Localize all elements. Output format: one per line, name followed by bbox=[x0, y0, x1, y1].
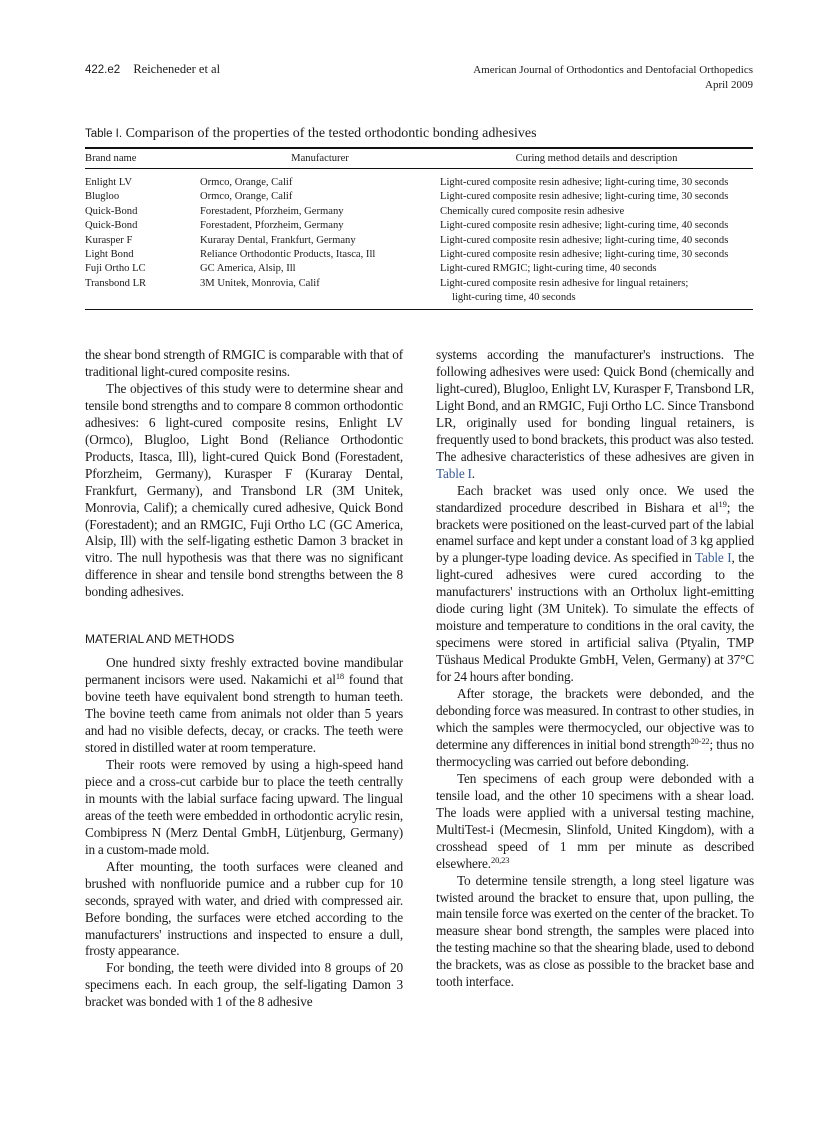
table-cell: Transbond LR bbox=[85, 277, 147, 289]
paragraph bbox=[436, 686, 754, 771]
table-cell: Fuji Ortho LC bbox=[85, 263, 146, 275]
table-cell: 3M Unitek, Monrovia, Calif bbox=[200, 277, 320, 289]
table-cell: Enlight LV bbox=[85, 177, 132, 188]
left-text-column bbox=[85, 347, 403, 1011]
paragraph-text: found that bovine teeth have equivalent bond strength to human teeth. The bovine teeth came from animals not older than 5 years and had no visible defects, decay, or cracks. The teeth were stored in distilled water at room temperature. bbox=[85, 672, 403, 756]
citation-superscript: 19 bbox=[718, 498, 727, 509]
paragraph-text: systems according the manufacturer's instructions. The following adhesives were used: Quick Bond (chemically and light-cured), Blugloo, Enlight LV, Kurasper F, Transbond LR, Light Bond, and an RMGIC, Fuji Ortho LC. Since Transbond LR, originally used for bonding lingual retainers, is frequently used to bond brackets, this product was also tested. The adhesive characteristics of these adhesives are given in bbox=[436, 347, 754, 464]
paragraph bbox=[436, 873, 754, 992]
citation-superscript: 20-22 bbox=[690, 735, 710, 746]
column-header: Manufacturer bbox=[291, 153, 349, 164]
table-cell: GC America, Alsip, Ill bbox=[200, 263, 296, 275]
paragraph-text: The objectives of this study were to determine shear and tensile bond strengths and to compare 8 common orthodontic adhesives: 6 light-cured composite resins, Enlight LV (Ormco), Blugloo, Light Bond (Reliance Orthodontic Products, Itasca, Ill), light-cured Quick Bond (Forestadent, Pforzheim, Germany), Kurasper F (Kuraray Dental, Frankfurt, Germany), and Transbond LR (3M Unitek, Monrovia, Calif); a chemically cured adhesive, Quick Bond (Forestadent); and an RMGIC, Fuji Ortho LC (GC America, Alsip, Ill) with the self-ligating esthetic Damon 3 bracket in vitro. The null hypothesis was that there was no significant difference in shear and tensile bond strengths between the 8 bonding adhesives. bbox=[85, 380, 403, 600]
table-cell: Chemically cured composite resin adhesive bbox=[440, 205, 625, 217]
table-row bbox=[85, 277, 753, 309]
table-cell: Forestadent, Pforzheim, Germany bbox=[200, 220, 344, 232]
adhesives-table bbox=[85, 147, 753, 310]
paragraph bbox=[85, 859, 403, 961]
table-cell: Light-cured composite resin adhesive; light-curing time, 40 seconds bbox=[440, 234, 729, 246]
issue-date: April 2009 bbox=[705, 79, 753, 91]
paragraph bbox=[85, 757, 403, 859]
citation-superscript: 18 bbox=[335, 671, 345, 682]
table-cell: Light-cured composite resin adhesive; light-curing time, 40 seconds bbox=[440, 220, 729, 232]
table-cell: Kuraray Dental, Frankfurt, Germany bbox=[200, 234, 356, 246]
paragraph bbox=[436, 347, 754, 483]
table-cell: Ormco, Orange, Calif bbox=[200, 191, 293, 203]
paragraph bbox=[85, 381, 403, 601]
paragraph bbox=[436, 483, 754, 686]
table-cell: Quick-Bond bbox=[85, 220, 138, 232]
table-cell-line: light-curing time, 40 seconds bbox=[452, 292, 576, 304]
table-cell: Light-cured RMGIC; light-curing time, 40 seconds bbox=[440, 263, 657, 275]
table-header-row bbox=[85, 148, 753, 169]
paragraph-text: After storage, the brackets were debonded, and the debonding force was measured. In contrast to other studies, in which the samples were thermocycled, our objective was to determine any differences in initial bond strength bbox=[436, 686, 754, 752]
paragraph-text: One hundred sixty freshly extracted bovine mandibular permanent incisors were used. Nakamichi et al bbox=[85, 655, 403, 688]
table-row bbox=[85, 205, 753, 219]
table-cell: Ormco, Orange, Calif bbox=[200, 177, 293, 188]
paragraph-text: ; the brackets were positioned on the least-curved part of the labial enamel surface and kept under a constant load of 3 kg applied by a plunger-type loading device. As specified in bbox=[436, 499, 754, 566]
paragraph-text: the shear bond strength of RMGIC is comparable with that of traditional light-cured composite resins. bbox=[85, 347, 403, 379]
table-row bbox=[85, 262, 753, 276]
table-row bbox=[85, 190, 753, 204]
table-label: Table I. bbox=[85, 128, 123, 140]
paragraph-text: Each bracket was used only once. We used the standardized procedure described in Bishara et al bbox=[436, 482, 754, 515]
table-cell bbox=[440, 277, 753, 309]
table-reference-link[interactable]: Table I bbox=[695, 550, 732, 566]
journal-name: American Journal of Orthodontics and Dentofacial Orthopedics bbox=[473, 64, 753, 76]
paragraph-text: After mounting, the tooth surfaces were cleaned and brushed with nonfluoride pumice and a rubber cup for 10 seconds, sprayed with water, and dried with compressed air. Before bonding, the surfaces were etched according to the manufacturers' instructions and inspected to ensure a dull, frosty appearance. bbox=[85, 858, 403, 959]
paragraph bbox=[85, 347, 403, 381]
table-cell: Quick-Bond bbox=[85, 205, 138, 217]
table-row bbox=[85, 248, 753, 262]
running-authors: Reicheneder et al bbox=[133, 62, 221, 76]
table-cell: Forestadent, Pforzheim, Germany bbox=[200, 205, 344, 217]
table-row bbox=[85, 169, 753, 191]
paragraph-text: ; thus no thermocycling was carried out before debonding. bbox=[436, 736, 754, 769]
section-heading: MATERIAL AND METHODS bbox=[85, 632, 235, 647]
table-cell: Reliance Orthodontic Products, Itasca, Ill bbox=[200, 249, 376, 261]
table-cell: Blugloo bbox=[85, 191, 120, 203]
page-number: 422.e2 bbox=[85, 64, 121, 76]
paragraph-text: Ten specimens of each group were debonded with a tensile load, and the other 10 specimens with a shear load. The loads were applied with a universal testing machine, MultiTest-i (Mecmesin, Slinfold, United Kingdom), with a crosshead speed of 1 mm per minute as described elsewhere. bbox=[436, 770, 754, 871]
table-cell: Light-cured composite resin adhesive; light-curing time, 30 seconds bbox=[440, 249, 729, 261]
table-1 bbox=[85, 125, 753, 310]
table-reference-link[interactable]: Table I bbox=[436, 465, 472, 481]
table-cell: Light-cured composite resin adhesive; light-curing time, 30 seconds bbox=[440, 177, 729, 188]
paragraph bbox=[436, 771, 754, 873]
right-text-column bbox=[436, 347, 754, 991]
paragraph-text: . bbox=[471, 465, 475, 481]
paragraph bbox=[85, 960, 403, 1011]
table-cell: Light Bond bbox=[85, 249, 134, 261]
table-title: Comparison of the properties of the tested orthodontic bonding adhesives bbox=[125, 126, 537, 141]
paragraph-text: Their roots were removed by using a high-speed hand piece and a cross-cut carbide bur to place the teeth centrally in mounts with the labial surface facing upward. The lingual areas of the teeth were embedded in orthodontic acrylic resin, Combipress N (Merz Dental GmbH, Lütjenburg, Germany) in a custom-made mold. bbox=[85, 756, 403, 857]
column-header: Brand name bbox=[85, 153, 137, 164]
table-cell: Light-cured composite resin adhesive; light-curing time, 30 seconds bbox=[440, 191, 729, 203]
table-row bbox=[85, 234, 753, 248]
paragraph-text: , the light-cured adhesives were cured according to the manufacturers' instructions with an Ortholux light-emitting diode curing light (3M Unitek). To simulate the effects of moisture and temperature to conditions in the oral cavity, the specimens were stored in artificial saliva (Ptyalin, TMP Tüshaus Medical Produkte GmbH, Velen, Germany) at 37°C for 24 hours after bonding. bbox=[436, 550, 754, 685]
paragraph-text: For bonding, the teeth were divided into 8 groups of 20 specimens each. In each group, the self-ligating Damon 3 bracket was bonded with 1 of the 8 adhesive bbox=[85, 960, 403, 1010]
citation-superscript: 20,23 bbox=[490, 854, 510, 865]
table-cell: Kurasper F bbox=[85, 234, 133, 246]
paragraph-text: To determine tensile strength, a long steel ligature was twisted around the bracket to ensure that, upon pulling, the main tensile force was exerted on the center of the bracket. To measure shear bond strength, the samples were placed into the testing machine so that the shearing blade, used to debond the brackets, was as close as possible to the bracket base and tooth interface. bbox=[436, 872, 754, 990]
paragraph bbox=[85, 655, 403, 757]
column-header: Curing method details and description bbox=[515, 153, 678, 164]
table-row bbox=[85, 219, 753, 233]
running-header-left bbox=[85, 62, 220, 77]
table-cell-line: Light-cured composite resin adhesive for lingual retainers; bbox=[440, 277, 689, 289]
table-caption bbox=[85, 125, 753, 143]
running-header-right bbox=[473, 63, 753, 93]
